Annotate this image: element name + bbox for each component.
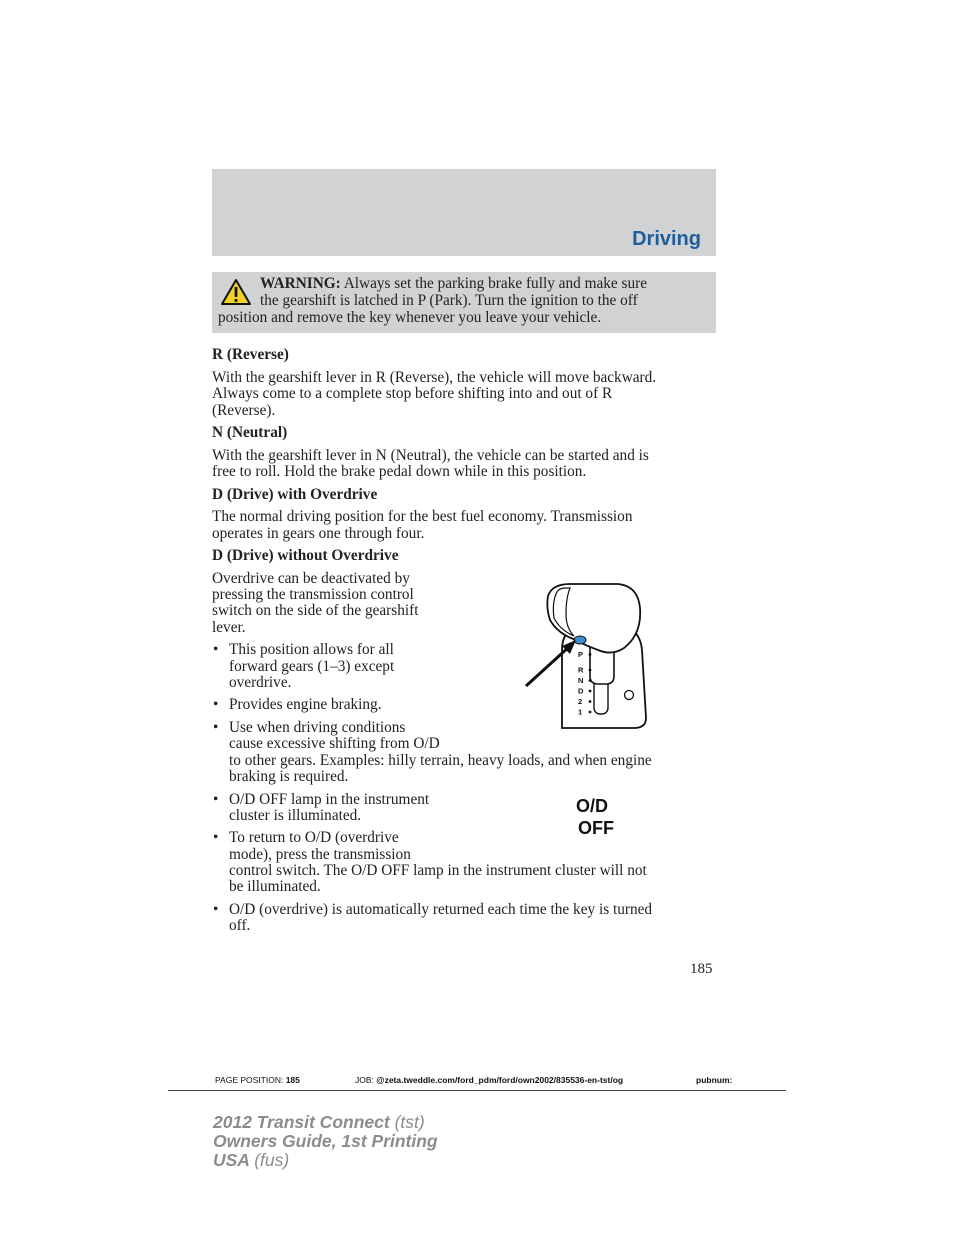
footer-page-position (215, 1075, 300, 1085)
od-lamp-text-2: OFF (578, 818, 614, 838)
publication-line-2: Owners Guide, 1st Printing (213, 1131, 438, 1151)
bullet-5-text-3: control switch. The O/D OFF lamp in the instrument cluster will not (229, 862, 647, 879)
bullet-marker: • (213, 719, 219, 736)
gear-label-n: N (578, 676, 584, 685)
reverse-text-2: Always come to a complete stop before shifting into and out of R (212, 385, 613, 402)
vehicle-code: (tst) (394, 1112, 425, 1132)
neutral-text-1: With the gearshift lever in N (Neutral), the vehicle can be started and is (212, 447, 649, 464)
drive-od-text-1: The normal driving position for the best fuel economy. Transmission (212, 508, 633, 525)
bullet-marker: • (213, 641, 219, 658)
reverse-heading: R (Reverse) (212, 346, 289, 363)
od-lamp-text-1: O/D (576, 796, 609, 816)
warning-line-2: the gearshift is latched in P (Park). Turn the ignition to the off (260, 292, 638, 309)
bullet-3-text-1: Use when driving conditions (229, 719, 406, 736)
warning-box (212, 272, 716, 333)
bullet-marker: • (213, 696, 219, 713)
section-header-band (212, 169, 716, 256)
intro-text-2: pressing the transmission control (212, 586, 414, 603)
warning-label: WARNING: (260, 275, 341, 292)
gear-label-r: R (578, 665, 584, 675)
footer-divider (168, 1090, 786, 1091)
bullet-marker: • (213, 901, 219, 918)
bullet-5-text-4: be illuminated. (229, 878, 321, 895)
warning-line-1 (260, 275, 647, 292)
page-number: 185 (690, 961, 713, 977)
drive-od-heading: D (Drive) with Overdrive (212, 486, 378, 503)
warning-line-3: position and remove the key whenever you leave your vehicle. (218, 309, 602, 326)
reverse-text-1: With the gearshift lever in R (Reverse), the vehicle will move backward. (212, 369, 657, 386)
footer-job (355, 1075, 623, 1085)
bullet-6-text-2: off. (229, 917, 251, 934)
bullet-6-text-1: O/D (overdrive) is automatically returned each time the key is turned (229, 901, 653, 918)
drive-od-text-2: operates in gears one through four. (212, 525, 425, 542)
gear-label-p: P (578, 650, 584, 659)
footer-pubnum (696, 1075, 732, 1085)
bullet-1-text-2: forward gears (1–3) except (229, 658, 395, 675)
intro-text-1: Overdrive can be deactivated by (212, 570, 410, 587)
gear-label-d: D (578, 686, 584, 696)
gear-dot-n (589, 679, 592, 682)
bullet-4-text-1: O/D OFF lamp in the instrument (229, 791, 430, 808)
gear-dot-1 (589, 711, 592, 714)
neutral-text-2: free to roll. Hold the brake pedal down while in this position. (212, 463, 587, 480)
warning-triangle-icon (220, 278, 252, 306)
gearshift-illustration (520, 578, 655, 733)
gear-dot-r (589, 669, 592, 672)
publication-line-3 (213, 1150, 289, 1171)
page-position-value: 185 (285, 1075, 300, 1085)
drive-no-od-heading: D (Drive) without Overdrive (212, 547, 399, 564)
bullet-1-text-1: This position allows for all (229, 641, 394, 658)
od-off-lamp-icon (576, 795, 626, 841)
bullet-5-text-1: To return to O/D (overdrive (229, 829, 399, 846)
neutral-heading: N (Neutral) (212, 424, 288, 441)
bullet-4-text-2: cluster is illuminated. (229, 807, 362, 824)
section-title: Driving (632, 228, 701, 250)
gear-dot-2 (589, 700, 592, 703)
page-position-label: PAGE POSITION: (215, 1075, 284, 1085)
bullet-marker: • (213, 829, 219, 846)
pubnum-label: pubnum: (696, 1075, 733, 1085)
bullet-2-text-1: Provides engine braking. (229, 696, 382, 713)
reverse-text-3: (Reverse). (212, 402, 276, 419)
market-code: (fus) (254, 1150, 290, 1170)
gear-label-2: 2 (578, 697, 583, 706)
publication-line-1 (213, 1112, 425, 1133)
bullet-5-text-2: mode), press the transmission (229, 846, 411, 863)
vehicle-title: 2012 Transit Connect (213, 1112, 390, 1132)
market: USA (213, 1150, 250, 1170)
bullet-1-text-3: overdrive. (229, 674, 292, 691)
intro-text-4: lever. (212, 619, 246, 636)
warning-text-1: Always set the parking brake fully and make sure (343, 275, 648, 292)
job-label: JOB: (355, 1075, 374, 1085)
intro-text-3: switch on the side of the gearshift (212, 602, 419, 619)
bullet-3-text-4: braking is required. (229, 768, 349, 785)
gear-dot-d (589, 690, 592, 693)
gear-dot-p (589, 653, 592, 656)
bullet-3-text-2: cause excessive shifting from O/D (229, 735, 440, 752)
bullet-3-text-3: to other gears. Examples: hilly terrain, heavy loads, and when engine (229, 752, 652, 769)
job-value: @zeta.tweddle.com/ford_pdm/ford/own2002/835536-en-tst/og (376, 1075, 624, 1085)
bullet-marker: • (213, 791, 219, 808)
gear-label-1: 1 (578, 707, 583, 717)
